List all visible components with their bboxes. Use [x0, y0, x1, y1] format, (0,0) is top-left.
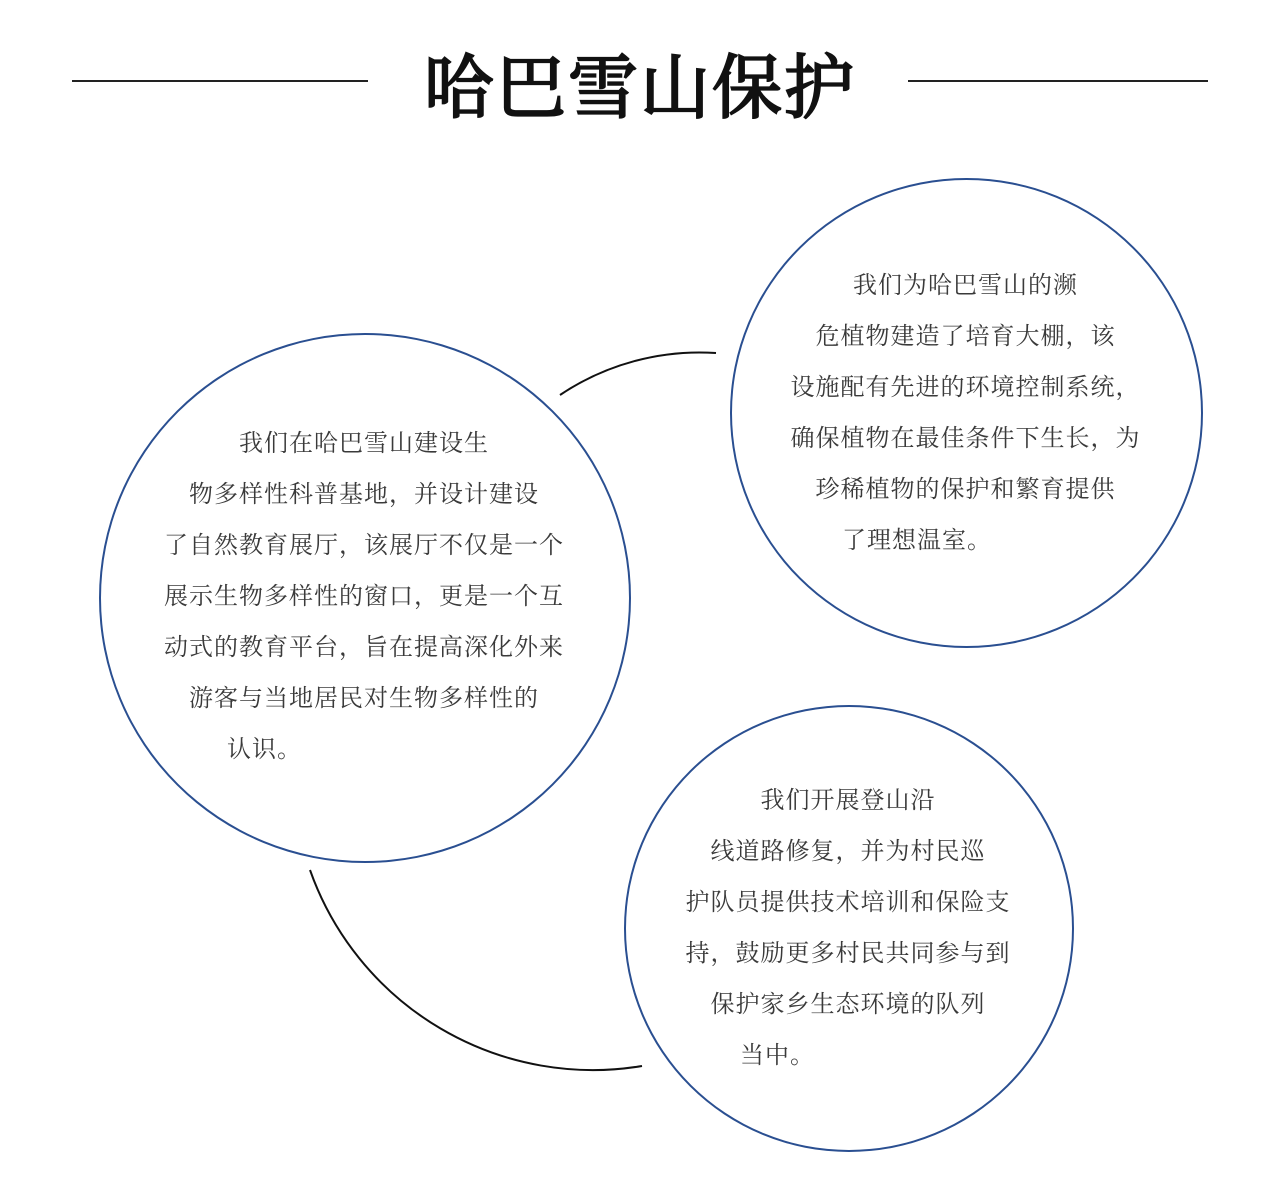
- text-line: 游客与当地居民对生物多样性的: [189, 684, 539, 712]
- text-line: 展示生物多样性的窗口，更是一个互: [164, 582, 564, 610]
- circle-greenhouse-text: [768, 260, 1163, 566]
- text-line: 保护家乡生态环境的队列: [710, 990, 986, 1018]
- text-line: 我们为哈巴雪山的濒: [853, 271, 1078, 299]
- text-line: 确保植物在最佳条件下生长，为: [790, 424, 1141, 452]
- circle-road-repair-text: [658, 775, 1038, 1081]
- connector-arc-top: [560, 352, 716, 395]
- text-line: 我们开展登山沿: [760, 786, 936, 814]
- text-line: 危植物建造了培育大棚，该: [815, 322, 1116, 350]
- text-line: 了理想温室。: [842, 526, 992, 554]
- text-line: 护队员提供技术培训和保险支: [685, 888, 1011, 916]
- text-line: 持，鼓励更多村民共同参与到: [685, 939, 1011, 967]
- text-line: 珍稀植物的保护和繁育提供: [815, 475, 1116, 503]
- text-line: 动式的教育平台，旨在提高深化外来: [164, 633, 564, 661]
- text-line: 物多样性科普基地，并设计建设: [189, 480, 539, 508]
- text-line: 了自然教育展厅，该展厅不仅是一个: [164, 531, 564, 559]
- circle-science-base-text: [139, 418, 589, 775]
- text-line: 当中。: [740, 1041, 815, 1069]
- text-line: 线道路修复，并为村民巡: [710, 837, 986, 865]
- text-line: 设施配有先进的环境控制系统，: [790, 373, 1141, 401]
- text-line: 认识。: [227, 735, 302, 763]
- text-line: 我们在哈巴雪山建设生: [239, 429, 489, 457]
- page-title: 哈巴雪山保护: [424, 47, 856, 129]
- connector-arc-bottom: [310, 870, 642, 1070]
